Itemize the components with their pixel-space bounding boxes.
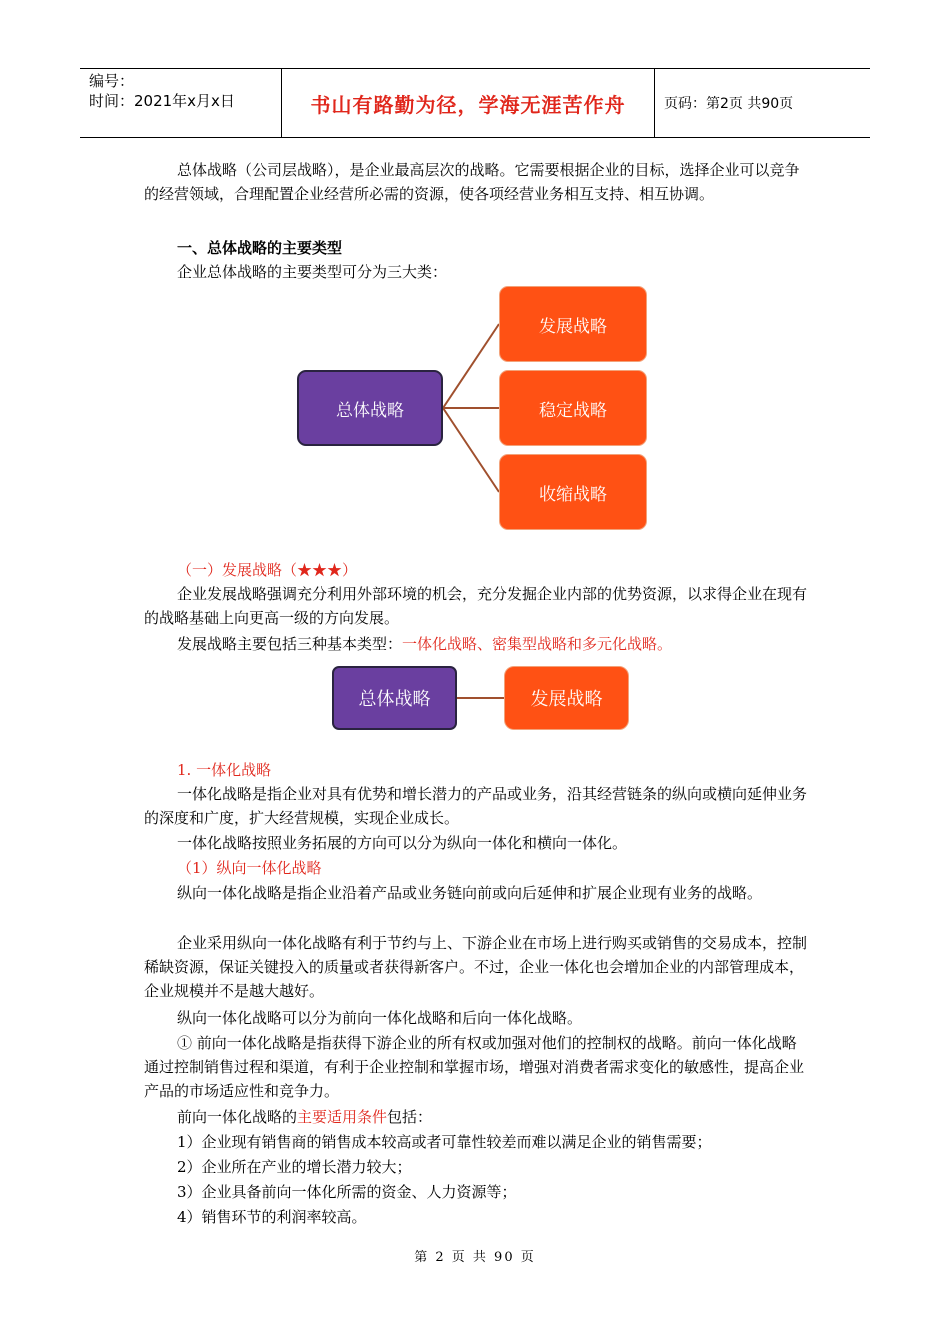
integration-description: 一体化战略是指企业对具有优势和增长潜力的产品或业务，沿其经营链条的纵向或横向延伸业务的深度和广度，扩大经营规模，实现企业成长。: [144, 785, 808, 827]
diagram1-child-retrenchment: 收缩战略: [499, 454, 647, 530]
vertical-split: 纵向一体化战略可以分为前向一体化战略和后向一体化战略。: [177, 1009, 583, 1027]
condition-item-4: 4）销售环节的利润率较高。: [177, 1208, 367, 1226]
condition-item-2: 2）企业所在产业的增长潜力较大；: [177, 1158, 412, 1176]
vertical-benefit: 企业采用纵向一体化战略有利于节约与上、下游企业在市场上进行购买或销售的交易成本，控制稀缺资源，保证关键投入的质量或者获得新客户。不过，企业一体化也会增加企业的内部管理成本，企业规模并不是越大越好。: [144, 934, 808, 1000]
diagram2-child-box: 发展战略: [504, 666, 629, 730]
conditions-intro: [177, 1105, 807, 1129]
development-types-highlight: 一体化战略、密集型战略和多元化战略。: [402, 635, 673, 653]
header-page-label: 页码：第2页 共90页: [664, 96, 794, 112]
condition-item-3: 3）企业具备前向一体化所需的资金、人力资源等；: [177, 1183, 517, 1201]
conditions-suffix: 包括：: [387, 1108, 433, 1126]
conditions-highlight: 主要适用条件: [297, 1108, 388, 1126]
conditions-prefix: 前向一体化战略的: [177, 1108, 298, 1126]
diagram1-root-box: 总体战略: [297, 370, 443, 446]
section-heading-types: 一、总体战略的主要类型: [177, 239, 343, 257]
header-motto: 书山有路勤为径，学海无涯苦作舟: [310, 92, 626, 117]
forward-description: ① 前向一体化战略是指获得下游企业的所有权或加强对他们的控制权的战略。前向一体化战略通过控制销售过程和渠道，有利于企业控制和掌握市场，增强对消费者需求变化的敏感性，提高企业产品的市场适应性和竞争力。: [144, 1034, 805, 1100]
condition-item-1: 1）企业现有销售商的销售成本较高或者可靠性较差而难以满足企业的销售需要；: [177, 1133, 712, 1151]
subheading-development: （一）发展战略（★★★）: [177, 561, 358, 579]
vertical-description: 纵向一体化战略是指企业沿着产品或业务链向前或向后延伸和扩展企业现有业务的战略。: [177, 884, 763, 902]
diagram1-child-development: 发展战略: [499, 286, 647, 362]
connector-line: [0, 660, 950, 740]
types-intro: 企业总体战略的主要类型可分为三大类：: [177, 263, 448, 281]
development-types-prefix: 发展战略主要包括三种基本类型：: [177, 635, 403, 653]
intro-paragraph: 总体战略（公司层战略），是企业最高层次的战略。它需要根据企业的目标，选择企业可以竞争的经营领域，合理配置企业经营所必需的资源，使各项经营业务相互支持、相互协调。: [144, 161, 800, 203]
tree-connectors: [0, 0, 950, 560]
development-types: [177, 632, 807, 656]
diagram1-child-stability: 稳定战略: [499, 370, 647, 446]
development-description: 企业发展战略强调充分利用外部环境的机会，充分发掘企业内部的优势资源，以求得企业在现有的战略基础上向更高一级的方向发展。: [144, 585, 808, 627]
connector-line-1: [443, 324, 499, 408]
subheading-vertical: （1）纵向一体化战略: [177, 859, 322, 877]
header-number-label: 编号：: [89, 72, 135, 90]
integration-split: 一体化战略按照业务拓展的方向可以分为纵向一体化和横向一体化。: [177, 834, 628, 852]
header-time-label: 时间：2021年x月x日: [89, 92, 235, 110]
connector-line-3: [443, 408, 499, 492]
diagram2-root-box: 总体战略: [332, 666, 457, 730]
page-footer: 第 2 页 共 90 页: [414, 1250, 536, 1265]
subheading-integration: 1. 一体化战略: [177, 761, 272, 779]
